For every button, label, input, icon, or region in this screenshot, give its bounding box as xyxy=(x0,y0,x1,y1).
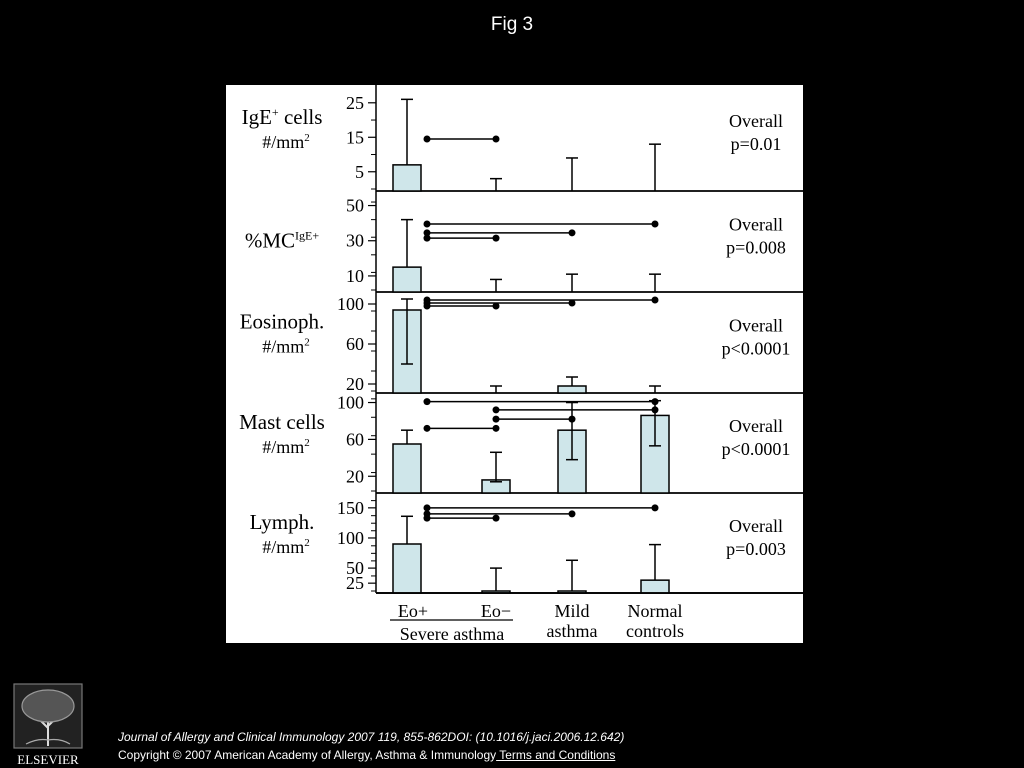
bar xyxy=(393,165,421,191)
comparison-dot xyxy=(493,235,500,242)
tick-label: 5 xyxy=(355,161,364,182)
overall-label: Overall xyxy=(729,516,783,536)
tick-label: 30 xyxy=(346,230,364,251)
tick-label: 150 xyxy=(337,497,364,518)
tick-label: 100 xyxy=(337,294,364,314)
comparison-dot xyxy=(424,504,431,511)
category-label: asthma xyxy=(546,621,598,641)
comparison-dot xyxy=(493,416,500,423)
panel-label: Eosinoph. xyxy=(239,309,325,334)
comparison-dot xyxy=(493,515,500,522)
comparison-dot xyxy=(569,510,576,517)
logo-wordmark: ELSEVIER xyxy=(17,752,79,767)
panel-2 xyxy=(245,196,803,292)
tick-label: 100 xyxy=(337,527,364,548)
copyright-text: Copyright © 2007 American Academy of Allergy, Asthma & Immunology xyxy=(118,748,497,762)
copyright-line xyxy=(118,748,615,762)
panel-5 xyxy=(250,498,803,593)
tick-label: 10 xyxy=(346,265,364,286)
comparison-dot xyxy=(424,136,431,143)
p-value: p<0.0001 xyxy=(721,338,791,359)
comparison-dot xyxy=(424,221,431,228)
tree-icon xyxy=(14,684,82,748)
panel-label: $\%MC^{IgE+}$ xyxy=(244,228,320,253)
bar xyxy=(393,444,421,493)
comparison-dot xyxy=(569,416,576,423)
comparison-dot xyxy=(493,136,500,143)
category-label: Normal xyxy=(627,601,683,621)
comparison-dot xyxy=(424,235,431,242)
comparison-dot xyxy=(493,406,500,413)
p-value: p=0.008 xyxy=(726,237,786,258)
terms-and-conditions-link[interactable]: Terms and Conditions xyxy=(496,748,616,762)
category-label: controls xyxy=(626,621,684,641)
bar-chart xyxy=(226,85,803,643)
tick-label: 20 xyxy=(346,466,364,487)
citation-text: Journal of Allergy and Clinical Immunology 2007 119, 855-862DOI: (10.1016/j.jaci.2006.12.642) xyxy=(118,730,625,744)
tick-label: 50 xyxy=(346,558,364,579)
bar xyxy=(393,267,421,292)
figure-panel xyxy=(226,85,803,643)
panel-unit: $\#/mm^2$ xyxy=(262,336,310,357)
panel-unit: $\#/mm^2$ xyxy=(262,132,310,152)
tick-label: 25 xyxy=(346,573,364,594)
panel-1 xyxy=(242,93,803,191)
comparison-dot xyxy=(424,425,431,432)
panel-label: Lymph. xyxy=(249,510,315,534)
overall-label: Overall xyxy=(729,315,783,336)
comparison-dot xyxy=(569,300,576,307)
comparison-dot xyxy=(424,303,431,310)
comparison-dot xyxy=(493,303,500,310)
comparison-dot xyxy=(652,398,659,405)
bar xyxy=(558,386,586,393)
tick-label: 15 xyxy=(346,127,364,148)
elsevier-logo xyxy=(8,680,88,768)
bar xyxy=(393,544,421,593)
slide-title: Fig 3 xyxy=(490,14,534,35)
p-value: p<0.0001 xyxy=(721,439,791,459)
bar xyxy=(641,580,669,593)
comparison-dot xyxy=(493,425,500,432)
tick-label: 50 xyxy=(346,195,364,216)
p-value: p=0.01 xyxy=(730,134,782,154)
overall-label: Overall xyxy=(729,214,783,235)
panel-4 xyxy=(239,393,803,493)
panel-3 xyxy=(240,294,803,394)
group-label: Severe asthma xyxy=(399,624,505,643)
comparison-dot xyxy=(652,297,659,304)
tick-label: 100 xyxy=(337,392,364,413)
overall-label: Overall xyxy=(729,416,783,436)
overall-label: Overall xyxy=(729,111,783,131)
tick-label: 60 xyxy=(346,429,364,450)
comparison-dot xyxy=(424,398,431,405)
tick-label: 60 xyxy=(346,334,364,354)
p-value: p=0.003 xyxy=(726,539,786,559)
tick-label: 20 xyxy=(346,374,364,394)
panel-unit: $\#/mm^2$ xyxy=(262,537,310,557)
comparison-dot xyxy=(652,406,659,413)
tick-label: 25 xyxy=(346,92,364,113)
category-label: Mild xyxy=(554,601,590,621)
panel-label: IgE+ cells xyxy=(241,105,323,129)
comparison-dot xyxy=(652,221,659,228)
category-label: Eo+ xyxy=(397,601,429,621)
panel-label: Mast cells xyxy=(239,410,325,434)
comparison-dot xyxy=(652,504,659,511)
panel-unit: $\#/mm^2$ xyxy=(262,437,310,457)
comparison-dot xyxy=(424,515,431,522)
comparison-dot xyxy=(569,229,576,236)
category-label: Eo− xyxy=(480,601,512,621)
